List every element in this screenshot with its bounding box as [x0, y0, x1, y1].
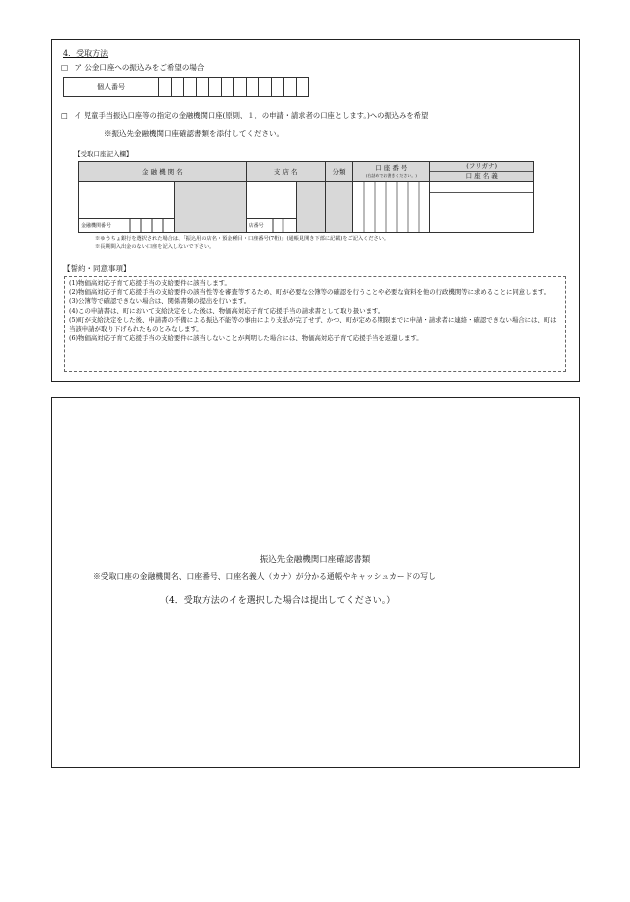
branch-header: 支 店 名 — [246, 162, 325, 182]
mynumber-digit[interactable] — [284, 78, 297, 97]
mynumber-label: 個人番号 — [64, 78, 159, 97]
yucho-note: ※ゆうちょ銀行を選択された場合は、「振込用の店名・預金種目・口座番号(7桁)」(通帳見開き下部に記載)をご記入ください。 — [95, 236, 390, 242]
option-i-checkbox[interactable]: □ — [61, 111, 68, 120]
type-header: 分類 — [325, 162, 353, 182]
agreement-title: 【誓約・同意事項】 — [63, 264, 131, 273]
agreement-item: (2)物価高対応子育て応援手当の支給要件の該当性等を審査等するため、町が必要な公簿等の確認を行うことや必要な資料を他の行政機関等に求めることに同意します。 — [69, 288, 551, 297]
agreement-item: (5)町が支給決定をした後、申請書の不備による振込不能等の事由により支払が完了せず、かつ、町が定める期限までに申請・請求者に連絡・確認できない場合には、町は当該申請が取り下げられたものとみなします。 — [69, 315, 557, 334]
attach-note: ※振込先金融機関口座確認書類を添付してください。 — [104, 129, 284, 138]
furigana-label: (フリガナ) — [430, 162, 533, 172]
section-title: 4．受取方法 — [63, 49, 109, 58]
dormant-note: ※長期間入出金のない口座を記入しないで下さい。 — [95, 244, 215, 250]
account-table — [78, 161, 534, 233]
branch-name-cell[interactable] — [246, 182, 296, 219]
mynumber-table — [63, 77, 309, 97]
option-i-row — [61, 112, 428, 119]
mynumber-digit[interactable] — [171, 78, 184, 97]
branch-code-label: 店番号 — [248, 222, 264, 229]
account-number-cell[interactable] — [353, 182, 430, 233]
bank-code-cell[interactable] — [79, 218, 175, 232]
branch-code-cell[interactable] — [246, 218, 296, 232]
holder-header — [430, 162, 534, 182]
agreement-item: (3)公簿等で確認できない場合は、関係書類の提出を行います。 — [69, 297, 251, 306]
mynumber-digit[interactable] — [159, 78, 172, 97]
mynumber-digit[interactable] — [184, 78, 197, 97]
bank-code-label: 金融機関番号 — [81, 222, 112, 229]
agreement-item: (6)物価高対応子育て応援手当の支給要件に該当しないことが判明した場合には、物価高対応子育て応援手当を返還します。 — [69, 334, 423, 343]
account-number-header — [353, 162, 430, 182]
mynumber-digit[interactable] — [196, 78, 209, 97]
bank-header: 金 融 機 関 名 — [79, 162, 247, 182]
option-a-checkbox[interactable]: □ — [61, 63, 69, 72]
mynumber-digit[interactable] — [271, 78, 284, 97]
furigana-input[interactable] — [430, 182, 533, 193]
mynumber-digit[interactable] — [234, 78, 247, 97]
agreement-item: (4)この申請書は、町において支給決定をした後は、物価高対応子育て応援手当の請求書として取り扱います。 — [69, 306, 385, 315]
type-cell[interactable] — [325, 182, 353, 233]
mynumber-digit[interactable] — [296, 78, 309, 97]
option-a-label: ア 公金口座への振込みをご希望の場合 — [74, 63, 205, 72]
option-i-label: イ 児童手当振込口座等の指定の金融機関口座(原則、１．の申請・請求者の口座とします。)への振込みを希望 — [74, 111, 429, 120]
mynumber-digit[interactable] — [209, 78, 222, 97]
account-form-title: 【受取口座記入欄】 — [74, 150, 133, 158]
attachment-subtitle: ※受取口座の金融機関名、口座番号、口座名義人（カナ）が分かる通帳やキャッシュカードの写し — [93, 572, 436, 581]
bank-name-cell[interactable] — [79, 182, 175, 219]
holder-cell[interactable] — [430, 182, 534, 233]
option-a-row — [61, 64, 204, 72]
branch-suffix-cell — [297, 182, 326, 233]
mynumber-digit[interactable] — [259, 78, 272, 97]
mynumber-digit[interactable] — [221, 78, 234, 97]
attachment-title: 振込先金融機関口座確認書類 — [259, 555, 371, 565]
account-number-title: 口 座 番 号 — [375, 163, 408, 172]
bank-suffix-cell — [174, 182, 246, 233]
holder-label: 口 座 名 義 — [465, 172, 498, 181]
attachment-note: （4．受取方法のイを選択した場合は提出してください。） — [160, 596, 396, 606]
account-number-note: (右詰めでお書きください。) — [365, 172, 417, 178]
agreement-box — [64, 276, 566, 372]
attachment-area — [51, 397, 580, 768]
mynumber-digit[interactable] — [246, 78, 259, 97]
agreement-item: (1)物価高対応子育て応援手当の支給要件に該当します。 — [69, 279, 231, 287]
